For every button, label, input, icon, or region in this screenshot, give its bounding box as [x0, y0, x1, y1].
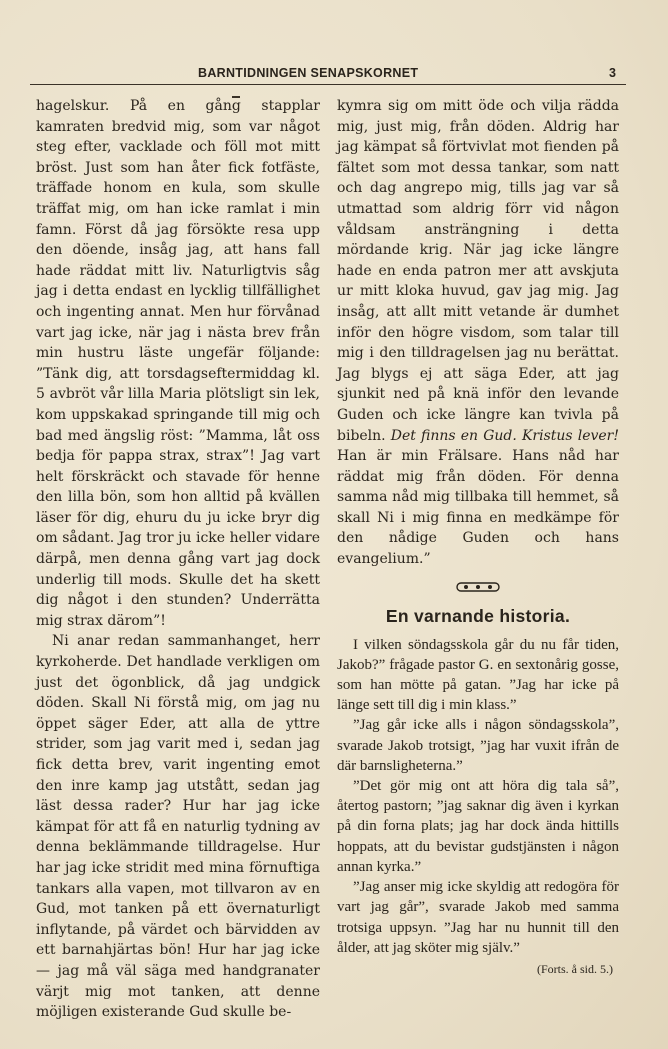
story-paragraph-1: I vilken söndagsskola går du nu får tiden, Jakob?” frågade pastor G. en sextonårig gosse, som han mötte på gatan. ”Jag har icke på länge sett till dig i min klass.” — [337, 636, 619, 714]
right-paragraph-1-end: Han är min Frälsare. Hans nåd har räddat mig från döden. För denna samma nåd mig tillbaka till hemmet, så skall Ni i mig finna en medkämpe för den nådige Guden och hans evangelium.” — [337, 448, 619, 568]
left-column — [36, 96, 320, 1023]
publication-title: BARNTIDNINGEN SENAPSKORNET — [198, 66, 419, 80]
story-body — [337, 635, 619, 958]
right-paragraph-1-text: kymra sig om mitt öde och vilja rädda mig, just mig, från döden. Aldrig har jag kämpat så förtvivlat mot fienden på fältet som mot dessa tankar, som natt och dag angrepo mig, tills jag var så utmattad som aldrig förr vid någon våldsam ansträngning i detta mördande krig. När jag icke längre hade en enda patron mer att avskjuta ur mitt kloka huvud, gav jag mig. Jag insåg, att allt mitt vetande är dumhet inför den högre visdom, som talar till mig i den tilldragelsen jag nu berättat. Jag blygs ej att säga Eder, att jag sjunkit ned på knä inför den levande Guden och icke längre kan tvivla på bibeln. — [337, 98, 619, 444]
italic-quote: Det finns en Gud. Kristus lever! — [390, 427, 619, 444]
left-paragraph-2: Ni anar redan sammanhanget, herr kyrkoherde. Det handlade verkligen om just det ögonblick, då jag undgick döden. Skall Ni förstå mig, om jag nu öppet säger Eder, att alla de yttre strider, som jag varit med i, sedan jag fick detta brev, varit ingenting emot den inre kamp jag utstått, sedan jag läst dessa rader? Hur har jag icke kämpat för att få en naturlig tydning av denna beklämmande tilldragelse. Hur har jag icke stridit med mina förnuftiga tankars alla vapen, mot tillvaron av en Gud, mot tanken på ett övernaturligt inflytande, på värdet och bärvidden av ett barnahjärtas bön! Hur har jag icke — jag må väl säga med handgranater värjt mig mot tanken, att denne möjligen existerande Gud skulle be- — [36, 633, 320, 1021]
story-paragraph-4: ”Jag anser mig icke skyldig att redogöra för vart jag går”, svarade Jakob med samma trotsiga uppsyn. ”Jag har nu hunnit till den ålder, att jag sköter mig själv.” — [337, 879, 619, 956]
right-column — [337, 96, 619, 977]
page-number: 3 — [609, 66, 616, 80]
continuation-note: (Forts. å sid. 5.) — [537, 961, 613, 976]
left-paragraph-1: hagelskur. På en gång stapplar kamraten bredvid mig, som var något steg efter, vacklade och föll mot mitt bröst. Just som han åter fick fotfäste, träffade honom en kula, som skulle träffat mig, om han icke ramlat i min famn. Först då jag försökte resa upp den döende, insåg jag, att hans fall hade räddat mitt liv. Naturligtvis såg jag i detta endast en lycklig tillfällighet och ingenting annat. Men hur förvånad vart jag icke, när jag i nästa brev från min hustru läste ungefär följande: ”Tänk dig, att torsdagseftermiddag kl. 5 avbröt vår lilla Maria plötsligt sin lek, kom uppskakad springande till mig och bad med ängslig röst: ”Mamma, låt oss bedja för pappa strax, strax”! Jag vart helt förskräckt och stavade för henne den lilla bön, som hon alltid på kvällen läser för dig, ehuru du ju icke bryr dig om sådant. Jag tror ju icke heller vidare därpå, men denna gång vart jag dock underlig till mods. Skulle det ha skett dig något i den stunden? Underrätta mig strax därom”! — [36, 98, 320, 629]
page-header — [30, 64, 626, 85]
decorative-ornament-icon — [456, 582, 500, 592]
story-paragraph-2: ”Jag går icke alls i någon söndagsskola”, svarade Jakob trotsigt, ”jag har vuxit ifrån de där barnsligheterna.” — [337, 717, 619, 774]
story-heading: En varnande historia. — [385, 605, 571, 626]
right-paragraph-1 — [337, 96, 619, 570]
story-paragraph-3: ”Det gör mig ont att höra dig tala så”, återtog pastorn; ”jag saknar dig även i kyrkan på din forna plats; jag har dock ända hittills hoppats, att du bevistar gudstjänsten i någon annan kyrka.” — [337, 778, 619, 875]
